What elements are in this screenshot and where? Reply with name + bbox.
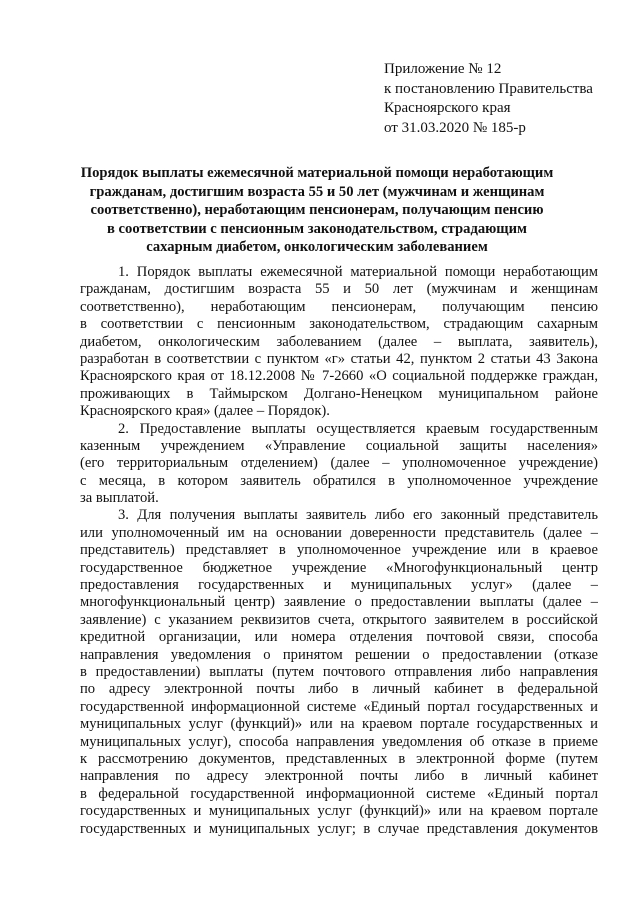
paragraph-3-line: или уполномоченный им на основании доверенности представитель (далее – <box>80 524 598 541</box>
paragraph-1-line: Красноярского края» (далее – Порядок). <box>80 403 330 420</box>
paragraph-3-line: в предоставлении) выплаты (путем почтового отправления либо направления <box>80 663 598 680</box>
paragraph-3-line: государственных и муниципальных услуг (функций)» или на краевом портале <box>80 803 598 820</box>
paragraph-2-line: за выплатой. <box>80 490 159 507</box>
paragraph-3-line: муниципальных услуг (функций)» или на краевом портале государственных и <box>80 716 598 733</box>
paragraph-3-line: государственной информационной системе «Единый портал государственных и <box>80 698 598 715</box>
paragraph-3-line: государственное бюджетное учреждение «Многофункциональный центр <box>80 559 598 576</box>
paragraph-3-line: предоставления государственных и муниципальных услуг» (далее – <box>80 577 598 594</box>
paragraph-3-line: по адресу электронной почты либо в личный кабинет в федеральной <box>80 681 598 698</box>
document-body <box>80 264 598 838</box>
appendix-line: к постановлению Правительства <box>384 80 593 97</box>
paragraph-1-line: диабетом, онкологическим заболеванием (далее – выплата, заявитель), <box>80 333 598 350</box>
paragraph-1-line: 1. Порядок выплаты ежемесячной материальной помощи неработающим <box>118 264 598 280</box>
paragraph-2-line: казенным учреждением «Управление социальной защиты населения» <box>80 437 598 454</box>
title-line: сахарным диабетом, онкологическим заболеванием <box>146 239 488 255</box>
paragraph-3-line: государственных и муниципальных услуг; в случае представления документов <box>80 820 598 837</box>
title-line: Порядок выплаты ежемесячной материальной помощи неработающим <box>80 165 554 181</box>
appendix-line: Красноярского края <box>384 100 511 116</box>
paragraph-3-line: в федеральной государственной информационной системе «Единый портал <box>80 785 598 802</box>
title-line: соответственно), неработающим пенсионерам, получающим пенсию <box>90 202 544 218</box>
paragraph-3-line: многофункциональный центр) заявление о предоставлении выплаты (далее – <box>80 594 598 611</box>
appendix-line: от 31.03.2020 № 185-р <box>384 119 526 136</box>
title-line: в соответствии с пенсионным законодательством, страдающим <box>107 220 527 237</box>
paragraph-1-line: Красноярского края от 18.12.2008 № 7-2660 «О социальной поддержке граждан, <box>80 368 598 385</box>
appendix-header <box>384 60 593 138</box>
paragraph-3-line: к рассмотрению документов, представленных в электронной форме (путем <box>80 750 598 767</box>
paragraph-3-line: 3. Для получения выплаты заявитель либо его законный представитель <box>118 507 598 524</box>
paragraph-1-line: разработан в соответствии с пунктом «г» статьи 42, пунктом 2 статьи 43 Закона <box>80 350 598 367</box>
paragraph-1-line: проживающих в Таймырском Долгано-Ненецком муниципальном районе <box>80 385 598 402</box>
appendix-line: Приложение № 12 <box>384 61 502 77</box>
paragraph-3-line: муниципальных услуг), способа направления уведомления об отказе в приеме <box>80 733 598 750</box>
paragraph-3-line: кредитной организации, или номера отделения почтовой связи, способа <box>80 629 598 646</box>
paragraph-3-line: заявление) с указанием реквизитов счета, открытого заявителем в российской <box>80 611 598 628</box>
title-line: гражданам, достигшим возраста 55 и 50 лет (мужчинам и женщинам <box>89 183 545 200</box>
document-title <box>78 164 556 257</box>
paragraph-3-line: направления уведомления о принятом решении о предоставлении (отказе <box>80 646 598 663</box>
paragraph-2-line: 2. Предоставление выплаты осуществляется краевым государственным <box>118 420 598 437</box>
paragraph-1-line: гражданам, достигшим возраста 55 и 50 лет (мужчинам и женщинам <box>80 281 598 298</box>
paragraph-3-line: представитель) представляет в уполномоченное учреждение или в краевое <box>80 542 598 559</box>
paragraph-2-line: с месяца, в котором заявитель обратился в уполномоченное учреждение <box>80 472 598 489</box>
paragraph-1-line: в соответствии с пенсионным законодательством, страдающим сахарным <box>80 316 598 333</box>
paragraph-1-line: соответственно), неработающим пенсионерам, получающим пенсию <box>80 298 598 315</box>
paragraph-2-line: (его территориальным отделением) (далее – уполномоченное учреждение) <box>80 455 598 472</box>
paragraph-3-line: направления по адресу электронной почты либо в личный кабинет <box>80 768 598 785</box>
